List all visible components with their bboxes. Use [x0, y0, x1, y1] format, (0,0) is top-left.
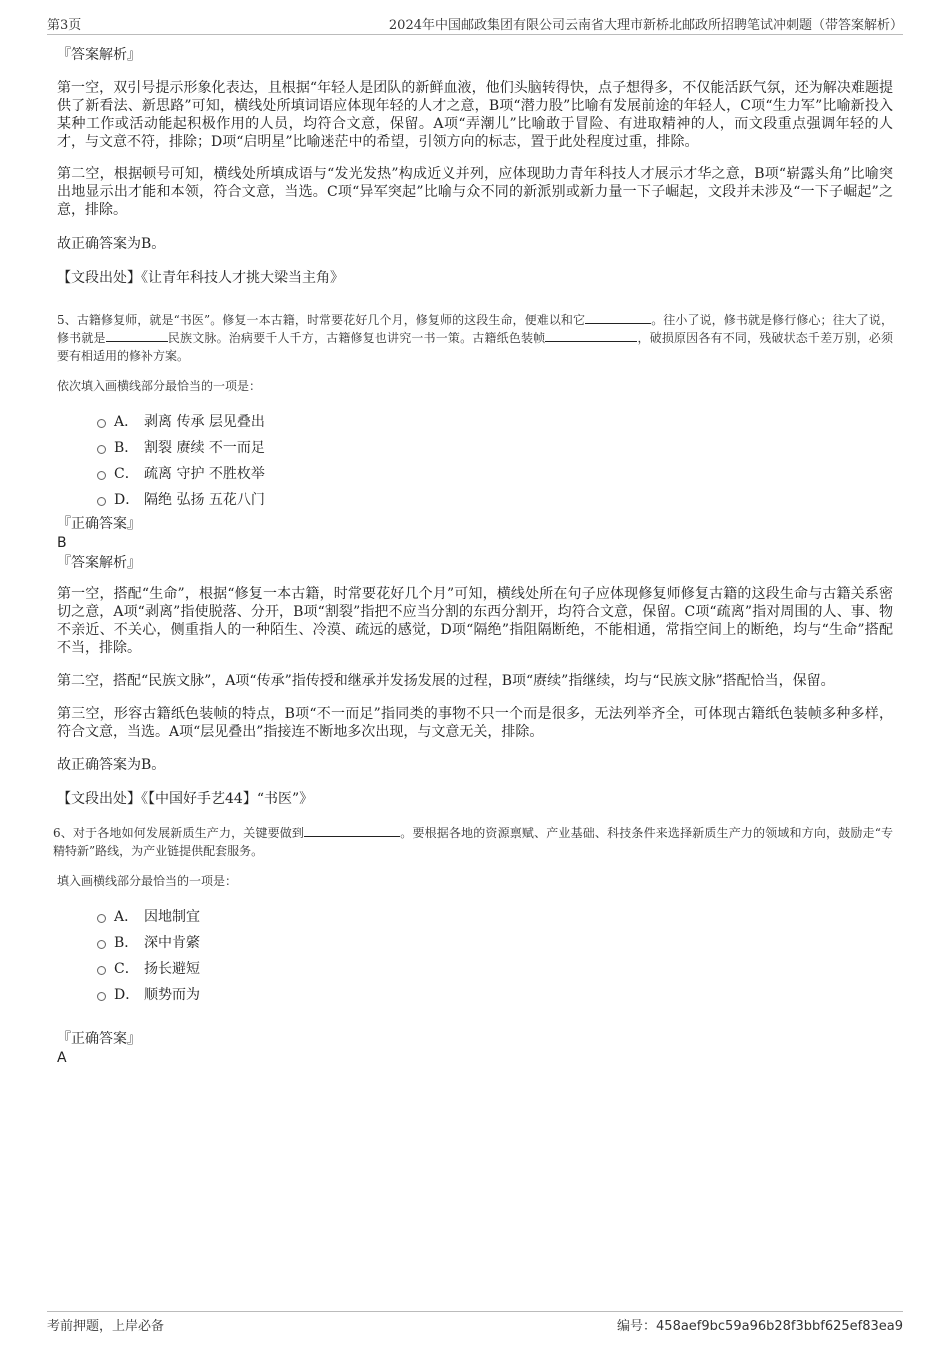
question-instruction: 填入画横线部分最恰当的一项是： — [57, 874, 238, 888]
footer-slogan: 考前押题，上岸必备 — [47, 1319, 165, 1334]
analysis-paragraph: 第二空，搭配“民族文脉”，A项“传承”指传授和继承并发扬发展的过程，B项“赓续”指继续，均与“民族文脉”搭配恰当，保留。 — [57, 673, 835, 689]
option-a[interactable]: A． 因地制宜 — [97, 904, 893, 930]
option-a[interactable]: A． 剥离 传承 层见叠出 — [97, 409, 893, 435]
option-b[interactable]: B． 割裂 赓续 不一而足 — [97, 435, 893, 461]
option-d[interactable]: D． 隔绝 弘扬 五花八门 — [97, 487, 893, 513]
radio-icon[interactable] — [97, 940, 106, 949]
option-list — [97, 409, 893, 513]
page-header — [47, 14, 903, 35]
radio-icon[interactable] — [97, 992, 106, 1001]
document-id: 编号：458aef9bc59a96b28f3bbf625ef83ea9 — [617, 1319, 903, 1334]
option-list — [97, 904, 893, 1008]
page-footer — [47, 1311, 903, 1334]
document-title: 2024年中国邮政集团有限公司云南省大理市新桥北邮政所招聘笔试冲刺题（带答案解析） — [388, 18, 903, 33]
analysis-paragraph: 第三空，形容古籍纸色装帧的特点，B项“不一而足”指同类的事物不只一个而是很多，无法列举齐全，可体现古籍纸色装帧多种多样，符合文意，当选。A项“层见叠出”指接连不断地多次出现，与文意无关，排除。 — [57, 706, 893, 740]
option-d[interactable]: D． 顺势而为 — [97, 982, 893, 1008]
source-citation: 【文段出处】《让青年科技人才挑大梁当主角》 — [57, 270, 344, 286]
analysis-label: 『答案解析』 — [57, 555, 141, 571]
radio-icon[interactable] — [97, 471, 106, 480]
document-body — [53, 46, 894, 1067]
radio-icon[interactable] — [97, 497, 106, 506]
radio-icon[interactable] — [97, 419, 106, 428]
source-citation: 【文段出处】《【中国好手艺44】“书医”》 — [57, 791, 314, 807]
analysis-paragraph: 第一空，搭配“生命”，根据“修复一本古籍，时常要花好几个月”可知，横线处所在句子应体现修复师修复古籍的这段生命与古籍关系密切之意，A项“剥离”指使脱落、分开，B项“割裂”指把不应当分割的东西分割开，均符合文意，保留。C项“疏离”指对周围的人、事、物不亲近、不关心，侧重指人的一种陌生、冷漠、疏远的感觉，D项“隔绝”指阻隔断绝，不能相通，常指空间上的断绝，均与“生命”搭配不当，排除。 — [57, 586, 893, 656]
analysis-paragraph: 第二空，根据顿号可知，横线处所填成语与“发光发热”构成近义并列，应体现助力青年科技人才展示才华之意，B项“崭露头角”比喻突出地显示出才能和本领，符合文意，当选。C项“异军突起”比喻与众不同的新派别或新力量一下子崛起，文段并未涉及“一下子崛起”之意，排除。 — [57, 166, 893, 218]
question-stem: 6、对于各地如何发展新质生产力，关键要做到 。要根据各地的资源禀赋、产业基础、科技条件来选择新质生产力的领域和方向，鼓励走“专精特新”路线，为产业链提供配套服务。 — [53, 826, 894, 858]
answer-conclusion: 故正确答案为B。 — [57, 757, 166, 773]
correct-answer-label: 『正确答案』 — [57, 1031, 141, 1047]
correct-answer-label: 『正确答案』 — [57, 516, 141, 532]
analysis-label: 『答案解析』 — [57, 47, 141, 63]
question-stem: 5、古籍修复师，就是“书医”。修复一本古籍，时常要花好几个月，修复师的这段生命，便难以和它 。往小了说，修书就是修行修心；往大了说，修书就是 民族文脉。治病要千人千方，古籍修复也讲究一书一策。古籍纸色装帧 ，破损原因各有不同，残破状态千差万别，必须要有相适用的修补方案。 — [57, 313, 893, 363]
radio-icon[interactable] — [97, 445, 106, 454]
analysis-paragraph: 第一空，双引号提示形象化表达，且根据“年轻人是团队的新鲜血液，他们头脑转得快，点子想得多，不仅能活跃气氛，还为解决难题提供了新看法、新思路”可知，横线处所填词语应体现年轻的人才之意，B项“潜力股”比喻有发展前途的年轻人，C项“生力军”比喻新投入某种工作或活动能起积极作用的人员，均符合文意，保留。A项“弄潮儿”比喻敢于冒险、有进取精神的人，而文段重点强调年轻的人才，与文意不符，排除；D项“启明星”比喻迷茫中的希望，引领方向的标志，置于此处程度过重，排除。 — [57, 80, 893, 150]
option-c[interactable]: C． 扬长避短 — [97, 956, 893, 982]
answer-conclusion: 故正确答案为B。 — [57, 236, 166, 252]
correct-answer: B — [57, 535, 67, 551]
question-instruction: 依次填入画横线部分最恰当的一项是： — [57, 379, 262, 393]
correct-answer: A — [57, 1050, 67, 1066]
option-c[interactable]: C． 疏离 守护 不胜枚举 — [97, 461, 893, 487]
radio-icon[interactable] — [97, 966, 106, 975]
option-b[interactable]: B． 深中肯綮 — [97, 930, 893, 956]
page-number: 第3页 — [47, 18, 82, 33]
radio-icon[interactable] — [97, 914, 106, 923]
